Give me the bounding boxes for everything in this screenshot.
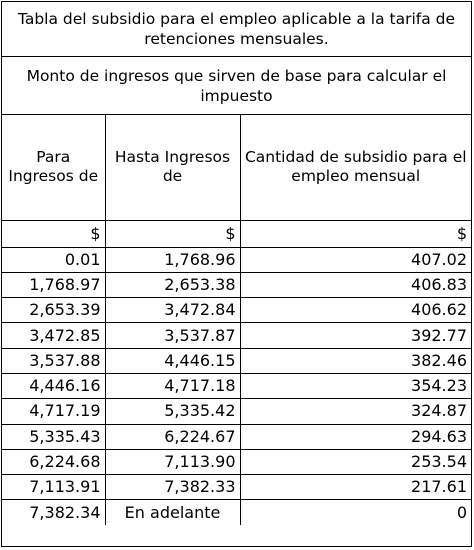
cell-from: 3,472.85 xyxy=(2,323,105,348)
column-header-subsidy: Cantidad de subsidio para el empleo mensual xyxy=(240,115,471,220)
table-subtitle: Monto de ingresos que sirven de base para calcular el impuesto xyxy=(2,57,471,115)
cell-to: 3,537.87 xyxy=(105,323,240,348)
table-row xyxy=(2,424,471,449)
cell-from: 5,335.43 xyxy=(2,424,105,449)
table-row xyxy=(2,373,471,398)
cell-to: 4,446.15 xyxy=(105,348,240,373)
header-row xyxy=(2,115,471,220)
cell-to: 4,717.18 xyxy=(105,373,240,398)
column-header-to: Hasta Ingresos de xyxy=(105,115,240,220)
cell-to: 7,382.33 xyxy=(105,475,240,500)
table-row xyxy=(2,348,471,373)
table-row xyxy=(2,399,471,424)
cell-subsidy: 406.83 xyxy=(240,272,471,297)
cell-from: 4,717.19 xyxy=(2,399,105,424)
cell-subsidy: 324.87 xyxy=(240,399,471,424)
cell-subsidy: 294.63 xyxy=(240,424,471,449)
cell-subsidy: 392.77 xyxy=(240,323,471,348)
table-title: Tabla del subsidio para el empleo aplicable a la tarifa de retenciones mensuales. xyxy=(2,2,471,57)
column-header-from: Para Ingresos de xyxy=(2,115,105,220)
cell-from: 1,768.97 xyxy=(2,272,105,297)
cell-to: 3,472.84 xyxy=(105,298,240,323)
cell-subsidy: 0 xyxy=(240,500,471,525)
cell-from: 0.01 xyxy=(2,247,105,272)
table-row xyxy=(2,298,471,323)
cell-to: 7,113.90 xyxy=(105,449,240,474)
cell-subsidy: 382.46 xyxy=(240,348,471,373)
cell-from: 3,537.88 xyxy=(2,348,105,373)
cell-subsidy: 354.23 xyxy=(240,373,471,398)
cell-to: 6,224.67 xyxy=(105,424,240,449)
table-row xyxy=(2,475,471,500)
cell-subsidy: 253.54 xyxy=(240,449,471,474)
currency-symbol: $ xyxy=(240,220,471,247)
subsidy-table-document xyxy=(1,1,472,547)
table-row xyxy=(2,247,471,272)
cell-subsidy: 406.62 xyxy=(240,298,471,323)
table-row xyxy=(2,500,471,525)
cell-to: 1,768.96 xyxy=(105,247,240,272)
table-row xyxy=(2,272,471,297)
cell-from: 4,446.16 xyxy=(2,373,105,398)
cell-from: 6,224.68 xyxy=(2,449,105,474)
cell-from: 7,113.91 xyxy=(2,475,105,500)
currency-row xyxy=(2,220,471,247)
subsidy-table xyxy=(2,115,471,525)
table-row xyxy=(2,449,471,474)
cell-to: En adelante xyxy=(105,500,240,525)
cell-subsidy: 217.61 xyxy=(240,475,471,500)
cell-from: 7,382.34 xyxy=(2,500,105,525)
cell-subsidy: 407.02 xyxy=(240,247,471,272)
table-row xyxy=(2,323,471,348)
cell-to: 2,653.38 xyxy=(105,272,240,297)
currency-symbol: $ xyxy=(105,220,240,247)
cell-from: 2,653.39 xyxy=(2,298,105,323)
currency-symbol: $ xyxy=(2,220,105,247)
cell-to: 5,335.42 xyxy=(105,399,240,424)
